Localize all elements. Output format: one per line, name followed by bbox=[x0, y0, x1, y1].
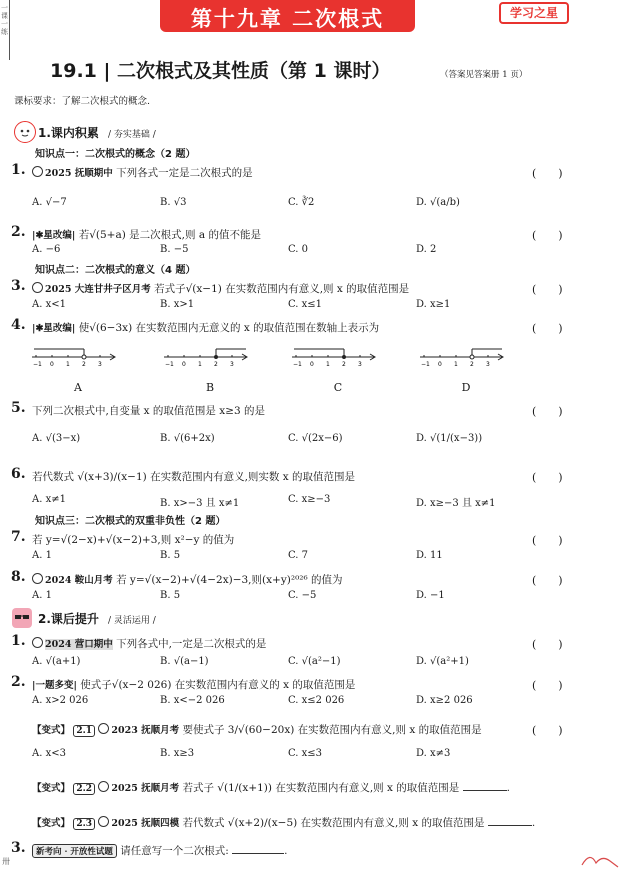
tick-label: 0 bbox=[438, 361, 442, 368]
p1-number: 1. bbox=[11, 633, 26, 649]
q1-answer-blank[interactable]: ( ) bbox=[532, 167, 563, 180]
q4-option-c[interactable]: C bbox=[333, 381, 343, 394]
p1-option-a[interactable]: A. √(a+1) bbox=[32, 656, 81, 667]
pin-icon bbox=[32, 637, 43, 648]
q3-option-a[interactable]: A. x<1 bbox=[32, 299, 66, 310]
q8-number: 8. bbox=[11, 569, 26, 585]
q3-option-c[interactable]: C. x≤1 bbox=[288, 299, 323, 310]
tick-label: −1 bbox=[421, 361, 430, 368]
tick-label: 1 bbox=[198, 361, 202, 368]
q4-tag: |✱星改编| bbox=[32, 323, 76, 334]
numberline-b[interactable] bbox=[162, 345, 248, 375]
q5-answer-blank[interactable]: ( ) bbox=[532, 405, 563, 418]
q7-option-d[interactable]: D. 11 bbox=[416, 550, 443, 561]
q7-number: 7. bbox=[11, 529, 26, 545]
q8-tag: 2024 鞍山月考 bbox=[45, 575, 113, 586]
tick-label: 2 bbox=[470, 361, 474, 368]
q2-tag: |✱星改编| bbox=[32, 230, 76, 241]
p2-text: 使式子√(x−2 026) 在实数范围内有意义的 x 的取值范围是 bbox=[80, 679, 356, 691]
v1-option-a[interactable]: A. x<3 bbox=[32, 748, 66, 759]
pin-icon bbox=[32, 282, 43, 293]
q6-option-b[interactable]: B. x>−3 且 x≠1 bbox=[160, 498, 240, 509]
tick-label: 0 bbox=[50, 361, 54, 368]
q6-text: 若代数式 √(x+3)/(x−1) 在实数范围内有意义,则实数 x 的取值范围是 bbox=[32, 471, 356, 483]
p1-tag: 2024 营口期中 bbox=[45, 639, 113, 650]
q5-option-d[interactable]: D. √(1/(x−3)) bbox=[416, 433, 483, 444]
q8-stem bbox=[32, 572, 343, 587]
v2-label: 【变式】 bbox=[32, 783, 71, 794]
v3-label: 【变式】 bbox=[32, 818, 71, 829]
section2-title: 2.课后提升 bbox=[38, 612, 99, 626]
q2-answer-blank[interactable]: ( ) bbox=[532, 229, 563, 242]
v1-option-d[interactable]: D. x≠3 bbox=[416, 748, 451, 759]
face-icon bbox=[14, 121, 36, 143]
v2-sub: 2.2 bbox=[73, 783, 95, 795]
p3-text: 请任意写一个二次根式: bbox=[120, 845, 229, 857]
q4-option-d[interactable]: D bbox=[461, 381, 471, 394]
q1-option-c[interactable]: C. ∛2 bbox=[288, 197, 315, 208]
v3-sub: 2.3 bbox=[73, 818, 95, 830]
knowledge-point-2: 知识点二：二次根式的意义（4 题） bbox=[35, 265, 196, 276]
pin-icon bbox=[32, 573, 43, 584]
p1-text: 下列各式中,一定是二次根式的是 bbox=[116, 638, 267, 650]
v3-stem bbox=[32, 815, 535, 830]
pin-icon bbox=[98, 781, 109, 792]
q2-option-a[interactable]: A. −6 bbox=[32, 244, 61, 255]
v1-option-c[interactable]: C. x≤3 bbox=[288, 748, 323, 759]
p3-number: 3. bbox=[11, 840, 26, 856]
p3-end: . bbox=[284, 845, 288, 857]
tick-label: −1 bbox=[293, 361, 302, 368]
v3-text: 若代数式 √(x+2)/(x−5) 在实数范围内有意义,则 x 的取值范围是 bbox=[182, 817, 485, 829]
section1-title: 1.课内积累 bbox=[38, 126, 99, 140]
p1-answer-blank[interactable]: ( ) bbox=[532, 638, 563, 651]
p2-option-b[interactable]: B. x<−2 026 bbox=[160, 695, 225, 706]
q8-answer-blank[interactable]: ( ) bbox=[532, 574, 563, 587]
tick-label: 3 bbox=[98, 361, 102, 368]
p1-option-b[interactable]: B. √(a−1) bbox=[160, 656, 209, 667]
numberline-d[interactable] bbox=[418, 345, 504, 375]
q8-option-d[interactable]: D. −1 bbox=[416, 590, 445, 601]
p2-option-c[interactable]: C. x≤2 026 bbox=[288, 695, 345, 706]
q8-text: 若 y=√(x−2)+√(4−2x)−3,则(x+y)²⁰²⁶ 的值为 bbox=[116, 574, 343, 586]
v1-sub: 2.1 bbox=[73, 725, 95, 737]
q6-answer-blank[interactable]: ( ) bbox=[532, 471, 563, 484]
q8-option-b[interactable]: B. 5 bbox=[160, 590, 181, 601]
p1-option-c[interactable]: C. √(a²−1) bbox=[288, 656, 341, 667]
sunglasses-icon bbox=[12, 608, 32, 628]
tick-label: 0 bbox=[310, 361, 314, 368]
tick-label: 3 bbox=[486, 361, 490, 368]
knowledge-point-1: 知识点一：二次根式的概念（2 题） bbox=[35, 149, 196, 160]
v3-tag: 2025 抚顺四模 bbox=[111, 818, 180, 829]
lesson-title: 19.1 | 二次根式及其性质（第 1 课时） bbox=[50, 60, 391, 82]
pin-icon bbox=[32, 166, 43, 177]
p1-stem bbox=[32, 636, 266, 651]
q4-number: 4. bbox=[11, 317, 26, 333]
v2-stem bbox=[32, 780, 510, 795]
tick-label: 2 bbox=[342, 361, 346, 368]
tick-label: 1 bbox=[326, 361, 330, 368]
v1-label: 【变式】 bbox=[32, 725, 71, 736]
tick-label: 1 bbox=[66, 361, 70, 368]
q3-text: 若式子√(x−1) 在实数范围内有意义,则 x 的取值范围是 bbox=[154, 283, 410, 295]
q4-stem bbox=[32, 320, 379, 335]
q2-option-d[interactable]: D. 2 bbox=[416, 244, 437, 255]
spine-text: 一课一练 bbox=[1, 4, 8, 36]
q3-answer-blank[interactable]: ( ) bbox=[532, 283, 563, 296]
v2-answer-line[interactable] bbox=[463, 790, 507, 791]
q1-stem bbox=[32, 165, 253, 180]
v2-text: 若式子 √(1/(x+1)) 在实数范围内有意义,则 x 的取值范围是 bbox=[182, 782, 460, 794]
tick-label: −1 bbox=[165, 361, 174, 368]
q2-stem bbox=[32, 227, 261, 242]
q4-option-b[interactable]: B bbox=[205, 381, 215, 394]
q1-text: 下列各式一定是二次根式的是 bbox=[116, 167, 253, 179]
q3-option-b[interactable]: B. x>1 bbox=[160, 299, 195, 310]
knowledge-point-3: 知识点三：二次根式的双重非负性（2 题） bbox=[35, 516, 226, 527]
p2-answer-blank[interactable]: ( ) bbox=[532, 679, 563, 692]
pin-icon bbox=[98, 723, 109, 734]
v2-tag: 2025 抚顺月考 bbox=[111, 783, 180, 794]
q4-text: 使√(6−3x) 在实数范围内无意义的 x 的取值范围在数轴上表示为 bbox=[78, 322, 380, 334]
q7-text: 若 y=√(2−x)+√(x−2)+3,则 x²−y 的值为 bbox=[32, 534, 235, 546]
v3-end: . bbox=[531, 817, 536, 829]
chapter-title: 第十九章 二次根式 bbox=[190, 7, 385, 31]
q5-option-c[interactable]: C. √(2x−6) bbox=[288, 433, 343, 444]
q1-tag: 2025 抚顺期中 bbox=[45, 168, 113, 179]
q2-option-c[interactable]: C. 0 bbox=[288, 244, 309, 255]
q7-option-a[interactable]: A. 1 bbox=[32, 550, 52, 561]
p2-stem bbox=[32, 677, 355, 692]
pin-icon bbox=[98, 816, 109, 827]
v1-answer-blank[interactable]: ( ) bbox=[532, 724, 563, 737]
v1-text: 要使式子 3/√(60−20x) 在实数范围内有意义,则 x 的取值范围是 bbox=[182, 724, 482, 736]
q7-option-b[interactable]: B. 5 bbox=[160, 550, 181, 561]
answer-note: （答案见答案册 1 页） bbox=[440, 70, 528, 80]
q7-option-c[interactable]: C. 7 bbox=[288, 550, 309, 561]
corner-mark: 卅 bbox=[2, 857, 10, 866]
v3-answer-line[interactable] bbox=[488, 825, 532, 826]
q1-number: 1. bbox=[11, 162, 26, 178]
p2-option-a[interactable]: A. x>2 026 bbox=[32, 695, 89, 706]
section1-subtitle: / 夯实基础 / bbox=[108, 130, 156, 140]
q8-option-c[interactable]: C. −5 bbox=[288, 590, 317, 601]
q1-option-b[interactable]: B. √3 bbox=[160, 197, 187, 208]
tick-label: 2 bbox=[82, 361, 86, 368]
red-scribble bbox=[580, 845, 620, 869]
q3-number: 3. bbox=[11, 278, 26, 294]
tick-label: 1 bbox=[454, 361, 458, 368]
section2-subtitle: / 灵活运用 / bbox=[108, 616, 156, 626]
tick-label: −1 bbox=[33, 361, 42, 368]
q7-answer-blank[interactable]: ( ) bbox=[532, 534, 563, 547]
q5-number: 5. bbox=[11, 400, 26, 416]
q2-text: 若√(5+a) 是二次根式,则 a 的值不能是 bbox=[78, 229, 261, 241]
q1-option-d[interactable]: D. √(a/b) bbox=[416, 197, 460, 208]
q1-option-a[interactable]: A. √−7 bbox=[32, 197, 67, 208]
tick-label: 2 bbox=[214, 361, 218, 368]
q3-stem bbox=[32, 281, 409, 296]
p2-number: 2. bbox=[11, 674, 26, 690]
q6-option-d[interactable]: D. x≥−3 且 x≠1 bbox=[416, 498, 496, 509]
tick-label: 0 bbox=[182, 361, 186, 368]
v1-tag: 2023 抚顺月考 bbox=[111, 725, 180, 736]
q8-option-a[interactable]: A. 1 bbox=[32, 590, 52, 601]
tick-label: 3 bbox=[358, 361, 362, 368]
q5-option-b[interactable]: B. √(6+2x) bbox=[160, 433, 215, 444]
q2-option-b[interactable]: B. −5 bbox=[160, 244, 189, 255]
q6-option-c[interactable]: C. x≥−3 bbox=[288, 494, 331, 505]
q3-option-d[interactable]: D. x≥1 bbox=[416, 299, 451, 310]
numberline-a[interactable] bbox=[30, 345, 116, 375]
brand-logo: 学习之星 bbox=[499, 2, 569, 24]
v2-end: . bbox=[506, 782, 510, 794]
q6-number: 6. bbox=[11, 466, 26, 482]
p3-tag: 新考向 · 开放性试题 bbox=[32, 844, 117, 858]
q6-option-a[interactable]: A. x≠1 bbox=[32, 494, 66, 505]
q3-tag: 2025 大连甘井子区月考 bbox=[45, 284, 151, 295]
q5-text: 下列二次根式中,自变量 x 的取值范围是 x≥3 的是 bbox=[32, 405, 266, 417]
v1-stem bbox=[32, 722, 482, 737]
numberline-c[interactable] bbox=[290, 345, 376, 375]
course-requirement: 课标要求：了解二次根式的概念. bbox=[14, 96, 151, 107]
v1-option-b[interactable]: B. x≥3 bbox=[160, 748, 195, 759]
p1-option-d[interactable]: D. √(a²+1) bbox=[416, 656, 469, 667]
p2-option-d[interactable]: D. x≥2 026 bbox=[416, 695, 473, 706]
q2-number: 2. bbox=[11, 224, 26, 240]
p3-answer-line[interactable] bbox=[232, 853, 284, 854]
tick-label: 3 bbox=[230, 361, 234, 368]
p2-tag: |一题多变| bbox=[32, 680, 77, 691]
p3-stem bbox=[32, 843, 287, 858]
q4-answer-blank[interactable]: ( ) bbox=[532, 322, 563, 335]
q4-option-a[interactable]: A bbox=[74, 381, 82, 394]
q5-option-a[interactable]: A. √(3−x) bbox=[32, 433, 81, 444]
